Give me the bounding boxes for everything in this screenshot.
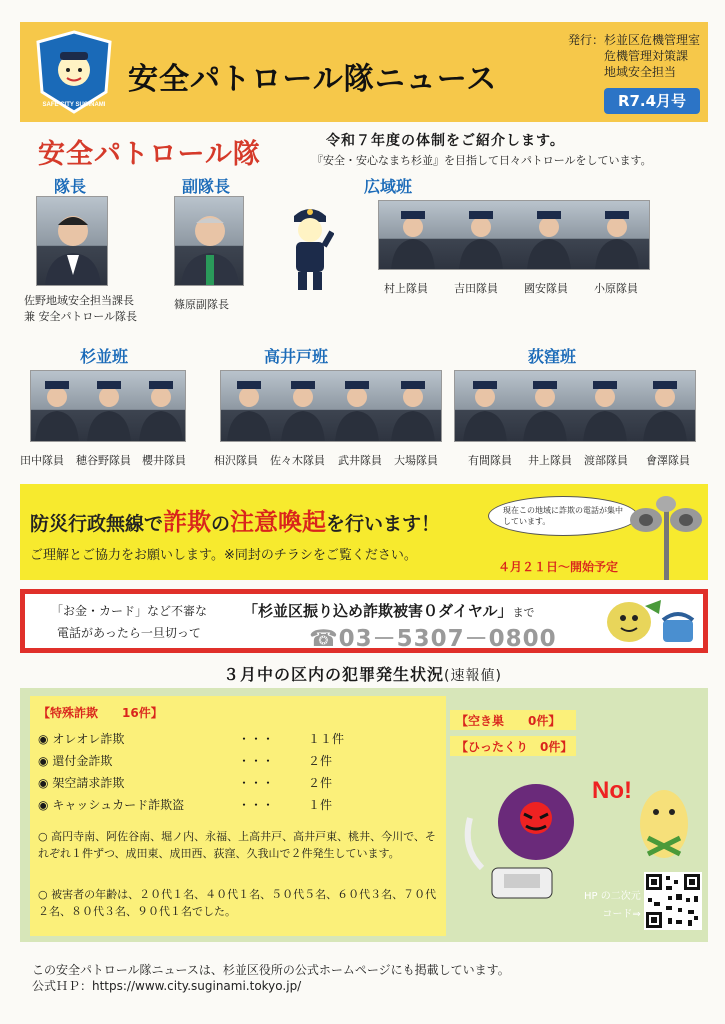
alert-title-pre: 防災行政無線で (30, 513, 164, 535)
ages-note-text: 被害者の年齢は、２０代１名、４０代１名、５０代５名、６０代３名、７０代２名、８０代３名、９０代１名でした。 (38, 888, 437, 918)
issue-badge: R7.4月号 (604, 88, 700, 114)
crime-name: 架空請求詐欺 (52, 776, 125, 790)
crime-title (0, 662, 725, 685)
captain-name-1: 佐野地域安全担当課長 (24, 294, 134, 307)
group-silhouette-icon (379, 201, 650, 270)
hotline-phone: ☎03－5307－0800 (309, 626, 557, 652)
crime-dots: ・・・ (238, 732, 275, 746)
loudspeaker-icon (624, 490, 708, 580)
crime-row (38, 730, 345, 747)
alert-text: ご理解とご協力をお願いします。※同封のチラシをご覧ください。 (30, 548, 417, 563)
crime-name: オレオレ詐欺 (52, 732, 125, 746)
wide-name-3: 國安隊員 (524, 282, 568, 295)
takaido-name-4: 大場隊員 (394, 454, 438, 467)
police-mascot-icon (286, 202, 334, 294)
group-silhouette-icon (221, 371, 442, 442)
burglary-box: 【空き巣 0件】 (450, 710, 576, 730)
crime-dots: ・・・ (238, 776, 275, 790)
row-bullet: ◉ (38, 754, 49, 768)
crime-title-main: ３月中の区内の犯罪発生状況 (223, 665, 445, 684)
wide-area-label: 広域班 (364, 177, 413, 196)
footer-line-1: この安全パトロール隊ニュースは、杉並区役所の公式ホームページにも掲載しています。 (32, 963, 510, 977)
suginami-name-1: 田中隊員 (20, 454, 64, 467)
takaido-name-2: 佐々木隊員 (270, 454, 325, 467)
footer (32, 962, 510, 994)
ogikubo-photo (454, 370, 696, 442)
ogikubo-name-4: 會澤隊員 (646, 454, 690, 467)
crime-count: １１件 (308, 732, 345, 746)
fraud-alert-box (20, 484, 708, 580)
special-fraud-panel (30, 696, 446, 936)
wide-area-photo (378, 200, 650, 270)
intro-main-text: 令和７年度の体制をご紹介します。 (326, 133, 565, 149)
captain-photo (36, 196, 108, 286)
alert-title-mid: の (211, 513, 231, 535)
special-fraud-title: 【特殊詐欺 16件】 (38, 706, 163, 720)
group-silhouette-icon (31, 371, 186, 442)
hotline-title-main: 「杉並区振り込め詐欺被害０ダイヤル」 (243, 602, 513, 620)
speech-bubble: 現在この地域に詐欺の電話が集中しています。 (488, 496, 638, 536)
publisher (568, 32, 700, 80)
safe-city-logo (34, 30, 114, 116)
captain-label: 隊長 (54, 177, 87, 196)
ages-note (38, 886, 438, 920)
person-silhouette-icon (37, 197, 108, 286)
alert-title-post: を行います！ (326, 513, 441, 535)
crime-dots: ・・・ (238, 798, 275, 812)
note-bullet: ○ (38, 888, 48, 901)
hotline-banner (20, 589, 708, 653)
crime-area (20, 688, 708, 942)
wide-name-1: 村上隊員 (384, 282, 428, 295)
alert-title (30, 502, 440, 537)
hotline-title-suffix: まで (512, 606, 535, 619)
telephone-mascot-icon (599, 596, 699, 648)
start-date: ４月２１日～開始予定 (498, 560, 619, 574)
crime-row (38, 774, 333, 791)
crime-row (38, 752, 333, 769)
suginami-photo (30, 370, 186, 442)
snatching-box: 【ひったくり 0件】 (450, 736, 576, 756)
crime-name: キャッシュカード詐欺盗 (52, 798, 185, 812)
crime-title-note: (速報値) (444, 668, 502, 684)
suginami-name-2: 穂谷野隊員 (76, 454, 131, 467)
captain-name-2: 兼 安全パトロール隊長 (24, 310, 138, 323)
note-bullet: ○ (38, 830, 48, 843)
row-bullet: ◉ (38, 776, 49, 790)
intro-sub-text: 『安全・安心なまち杉並』を目指して日々パトロールをしています。 (312, 154, 652, 167)
suginami-label: 杉並班 (80, 347, 129, 366)
vice-name: 篠原副隊長 (174, 298, 229, 311)
row-bullet: ◉ (38, 798, 49, 812)
publisher-line-1: 発行：杉並区危機管理室 (568, 33, 701, 47)
crime-row (38, 796, 333, 813)
ogikubo-label: 荻窪班 (528, 347, 577, 366)
qr-code[interactable] (644, 872, 702, 930)
wide-name-2: 吉田隊員 (454, 282, 498, 295)
publisher-line-3: 地域安全担当 (604, 65, 677, 79)
hp-code-line-1: HP の二次元 (584, 891, 641, 902)
takaido-photo (220, 370, 442, 442)
crime-count: ２件 (308, 776, 333, 790)
vice-label: 副隊長 (182, 177, 231, 196)
hp-code-line-2: コード⇒ (602, 909, 641, 920)
crime-dots: ・・・ (238, 754, 275, 768)
hotline-left-line-2: 電話があったら一旦切って (57, 626, 201, 640)
alert-title-fraud: 詐欺 (163, 508, 212, 536)
patrol-heading: 安全パトロール隊 (38, 139, 261, 170)
ogikubo-name-3: 渡部隊員 (584, 454, 628, 467)
logo-text: SAFE CITY SUGINAMI (42, 102, 106, 108)
crime-count: １件 (308, 798, 333, 812)
areas-note (38, 828, 438, 862)
row-bullet: ◉ (38, 732, 49, 746)
hp-code-label (584, 888, 641, 924)
header-banner (20, 22, 708, 122)
crime-name: 還付金詐欺 (52, 754, 113, 768)
vice-photo (174, 196, 244, 286)
wide-name-4: 小原隊員 (594, 282, 638, 295)
takaido-label: 高井戸班 (264, 347, 329, 366)
group-silhouette-icon (455, 371, 696, 442)
hotline-left-line-1: 「お金・カード」など不審な (51, 604, 208, 618)
ogikubo-name-2: 井上隊員 (528, 454, 572, 467)
crime-count: ２件 (308, 754, 333, 768)
publisher-line-2: 危機管理対策課 (604, 49, 689, 63)
newsletter-title: 安全パトロール隊ニュース (128, 62, 498, 97)
person-silhouette-icon (175, 197, 244, 286)
ogikubo-name-1: 有間隊員 (468, 454, 512, 467)
takaido-name-3: 武井隊員 (338, 454, 382, 467)
areas-note-text: 高円寺南、阿佐谷南、堀ノ内、永福、上高井戸、高井戸東、桃井、今川で、それぞれ１件ずつ、成田東、成田西、荻窪、久我山で２件発生しています。 (38, 830, 436, 860)
hotline-title (243, 600, 535, 621)
takaido-name-1: 相沢隊員 (214, 454, 258, 467)
suginami-name-3: 櫻井隊員 (142, 454, 186, 467)
no-text: No! (592, 777, 632, 804)
footer-url[interactable]: 公式ＨＰ：https://www.city.suginami.tokyo.jp/ (32, 979, 302, 993)
alert-title-warning: 注意喚起 (230, 508, 327, 536)
